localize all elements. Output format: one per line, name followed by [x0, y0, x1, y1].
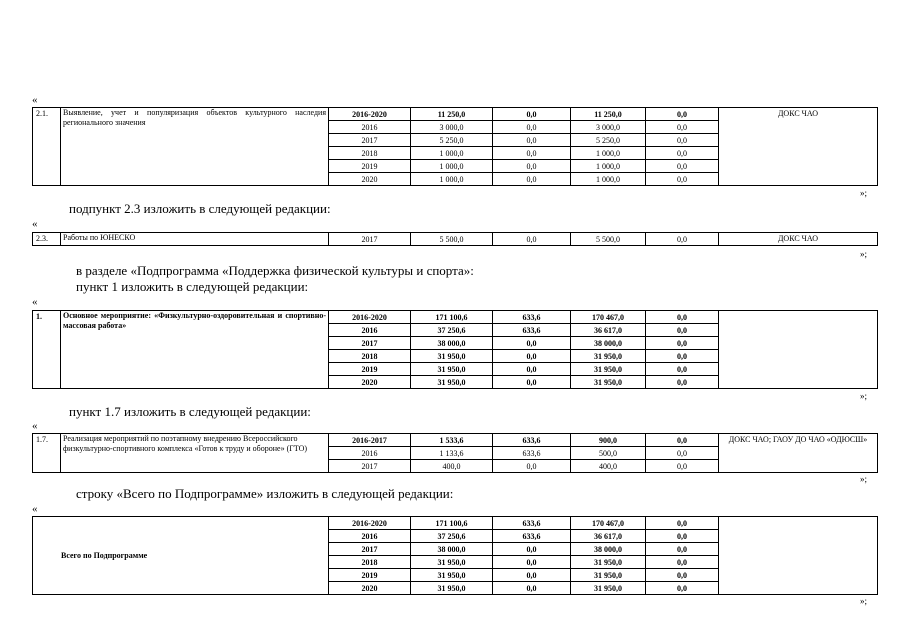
federal-cell: 633,6	[493, 434, 571, 447]
table-body	[33, 517, 878, 595]
period-cell: 2016-2020	[329, 517, 411, 530]
period-cell: 2017	[329, 543, 411, 556]
total-cell: 171 100,6	[411, 311, 493, 324]
total-cell: 31 950,0	[411, 376, 493, 389]
item-name: Реализация мероприятий по поэтапному внедрению Всероссийского физкультурно-спортивного комплекса «Готов к труду и обороне» (ГТО)	[61, 434, 329, 473]
other-cell: 0,0	[646, 517, 719, 530]
total-cell: 5 250,0	[411, 134, 493, 147]
federal-cell: 0,0	[493, 173, 571, 186]
table-item-2-1	[32, 107, 878, 186]
item-number: 1.	[33, 311, 61, 389]
federal-cell: 0,0	[493, 363, 571, 376]
period-cell: 2016	[329, 121, 411, 134]
total-cell: 31 950,0	[411, 582, 493, 595]
federal-cell: 0,0	[493, 121, 571, 134]
other-cell: 0,0	[646, 530, 719, 543]
period-cell: 2017	[329, 337, 411, 350]
other-cell: 0,0	[646, 337, 719, 350]
close-mark-2: »;	[860, 249, 868, 259]
table-body	[33, 108, 878, 186]
close-mark-3: »;	[860, 391, 868, 401]
regional-cell: 1 000,0	[571, 147, 646, 160]
other-cell: 0,0	[646, 173, 719, 186]
total-cell: 11 250,0	[411, 108, 493, 121]
responsible-executor: ДОКС ЧАО	[719, 233, 878, 246]
total-cell: 38 000,0	[411, 337, 493, 350]
table-body	[33, 311, 878, 389]
federal-cell: 0,0	[493, 569, 571, 582]
federal-cell: 0,0	[493, 147, 571, 160]
item-number: 1.7.	[33, 434, 61, 473]
period-cell: 2018	[329, 556, 411, 569]
other-cell: 0,0	[646, 363, 719, 376]
federal-cell: 0,0	[493, 160, 571, 173]
period-cell: 2016	[329, 530, 411, 543]
table-row	[33, 233, 878, 246]
open-quote-5: «	[32, 503, 38, 515]
paragraph-item-1-7: пункт 1.7 изложить в следующей редакции:	[69, 404, 311, 419]
period-cell: 2020	[329, 173, 411, 186]
regional-cell: 1 000,0	[571, 173, 646, 186]
table-row	[33, 311, 878, 324]
paragraph-item-1: пункт 1 изложить в следующей редакции:	[76, 279, 309, 294]
total-cell: 1 000,0	[411, 147, 493, 160]
item-name: Работы по ЮНЕСКО	[61, 233, 329, 246]
federal-cell: 0,0	[493, 376, 571, 389]
regional-cell: 36 617,0	[571, 530, 646, 543]
other-cell: 0,0	[646, 233, 719, 246]
federal-cell: 0,0	[493, 543, 571, 556]
responsible-executor	[719, 311, 878, 389]
paragraph-section-sport: в разделе «Подпрограмма «Поддержка физической культуры и спорта»:	[76, 263, 474, 278]
regional-cell: 31 950,0	[571, 363, 646, 376]
total-cell: 5 500,0	[411, 233, 493, 246]
federal-cell: 0,0	[493, 337, 571, 350]
item-name: Всего по Подпрограмме	[33, 517, 329, 595]
other-cell: 0,0	[646, 460, 719, 473]
federal-cell: 633,6	[493, 530, 571, 543]
paragraph-total-row: строку «Всего по Подпрограмме» изложить в следующей редакции:	[76, 486, 454, 501]
item-number: 2.3.	[33, 233, 61, 246]
total-cell: 1 000,0	[411, 173, 493, 186]
paragraph-subitem-2-3: подпункт 2.3 изложить в следующей редакции:	[69, 201, 331, 216]
table-item-1-7	[32, 433, 878, 473]
total-cell: 1 533,6	[411, 434, 493, 447]
close-mark-4: »;	[860, 474, 868, 484]
responsible-executor: ДОКС ЧАО	[719, 108, 878, 186]
regional-cell: 5 250,0	[571, 134, 646, 147]
regional-cell: 170 467,0	[571, 517, 646, 530]
total-cell: 3 000,0	[411, 121, 493, 134]
federal-cell: 0,0	[493, 556, 571, 569]
table-body	[33, 434, 878, 473]
responsible-executor: ДОКС ЧАО; ГАОУ ДО ЧАО «ОДЮСШ»	[719, 434, 878, 473]
regional-cell: 11 250,0	[571, 108, 646, 121]
period-cell: 2019	[329, 569, 411, 582]
other-cell: 0,0	[646, 108, 719, 121]
regional-cell: 170 467,0	[571, 311, 646, 324]
item-number: 2.1.	[33, 108, 61, 186]
table-row	[33, 434, 878, 447]
other-cell: 0,0	[646, 147, 719, 160]
table-item-1	[32, 310, 878, 389]
regional-cell: 31 950,0	[571, 556, 646, 569]
period-cell: 2016-2017	[329, 434, 411, 447]
period-cell: 2017	[329, 233, 411, 246]
other-cell: 0,0	[646, 311, 719, 324]
open-quote-3: «	[32, 296, 38, 308]
other-cell: 0,0	[646, 434, 719, 447]
other-cell: 0,0	[646, 134, 719, 147]
close-mark-1: »;	[860, 188, 868, 198]
period-cell: 2020	[329, 376, 411, 389]
regional-cell: 36 617,0	[571, 324, 646, 337]
federal-cell: 0,0	[493, 233, 571, 246]
period-cell: 2019	[329, 160, 411, 173]
regional-cell: 5 500,0	[571, 233, 646, 246]
regional-cell: 3 000,0	[571, 121, 646, 134]
federal-cell: 633,6	[493, 517, 571, 530]
federal-cell: 0,0	[493, 460, 571, 473]
open-quote-1: «	[32, 94, 38, 106]
total-cell: 31 950,0	[411, 363, 493, 376]
responsible-executor	[719, 517, 878, 595]
period-cell: 2017	[329, 460, 411, 473]
open-quote-2: «	[32, 218, 38, 230]
item-name: Выявление, учет и популяризация объектов культурного наследия регионального значения	[61, 108, 329, 186]
other-cell: 0,0	[646, 350, 719, 363]
other-cell: 0,0	[646, 324, 719, 337]
period-cell: 2016	[329, 447, 411, 460]
regional-cell: 500,0	[571, 447, 646, 460]
total-cell: 31 950,0	[411, 556, 493, 569]
period-cell: 2018	[329, 350, 411, 363]
item-name: Основное мероприятие: «Физкультурно-оздоровительная и спортивно-массовая работа»	[61, 311, 329, 389]
period-cell: 2018	[329, 147, 411, 160]
period-cell: 2019	[329, 363, 411, 376]
regional-cell: 38 000,0	[571, 337, 646, 350]
table-row	[33, 517, 878, 530]
period-cell: 2016-2020	[329, 108, 411, 121]
table-item-2-3	[32, 232, 878, 246]
regional-cell: 400,0	[571, 460, 646, 473]
table-body	[33, 233, 878, 246]
regional-cell: 31 950,0	[571, 376, 646, 389]
federal-cell: 633,6	[493, 324, 571, 337]
other-cell: 0,0	[646, 160, 719, 173]
total-cell: 1 000,0	[411, 160, 493, 173]
other-cell: 0,0	[646, 582, 719, 595]
other-cell: 0,0	[646, 543, 719, 556]
period-cell: 2017	[329, 134, 411, 147]
federal-cell: 633,6	[493, 311, 571, 324]
other-cell: 0,0	[646, 447, 719, 460]
period-cell: 2020	[329, 582, 411, 595]
other-cell: 0,0	[646, 569, 719, 582]
federal-cell: 0,0	[493, 350, 571, 363]
federal-cell: 0,0	[493, 582, 571, 595]
regional-cell: 31 950,0	[571, 569, 646, 582]
period-cell: 2016-2020	[329, 311, 411, 324]
federal-cell: 0,0	[493, 108, 571, 121]
regional-cell: 31 950,0	[571, 582, 646, 595]
total-cell: 37 250,6	[411, 530, 493, 543]
open-quote-4: «	[32, 420, 38, 432]
regional-cell: 1 000,0	[571, 160, 646, 173]
table-total	[32, 516, 878, 595]
other-cell: 0,0	[646, 121, 719, 134]
federal-cell: 0,0	[493, 134, 571, 147]
total-cell: 37 250,6	[411, 324, 493, 337]
total-cell: 1 133,6	[411, 447, 493, 460]
regional-cell: 31 950,0	[571, 350, 646, 363]
total-cell: 171 100,6	[411, 517, 493, 530]
table-row	[33, 108, 878, 121]
other-cell: 0,0	[646, 556, 719, 569]
total-cell: 38 000,0	[411, 543, 493, 556]
other-cell: 0,0	[646, 376, 719, 389]
period-cell: 2016	[329, 324, 411, 337]
close-mark-5: »;	[860, 596, 868, 606]
federal-cell: 633,6	[493, 447, 571, 460]
total-cell: 31 950,0	[411, 350, 493, 363]
regional-cell: 900,0	[571, 434, 646, 447]
total-cell: 31 950,0	[411, 569, 493, 582]
regional-cell: 38 000,0	[571, 543, 646, 556]
total-cell: 400,0	[411, 460, 493, 473]
